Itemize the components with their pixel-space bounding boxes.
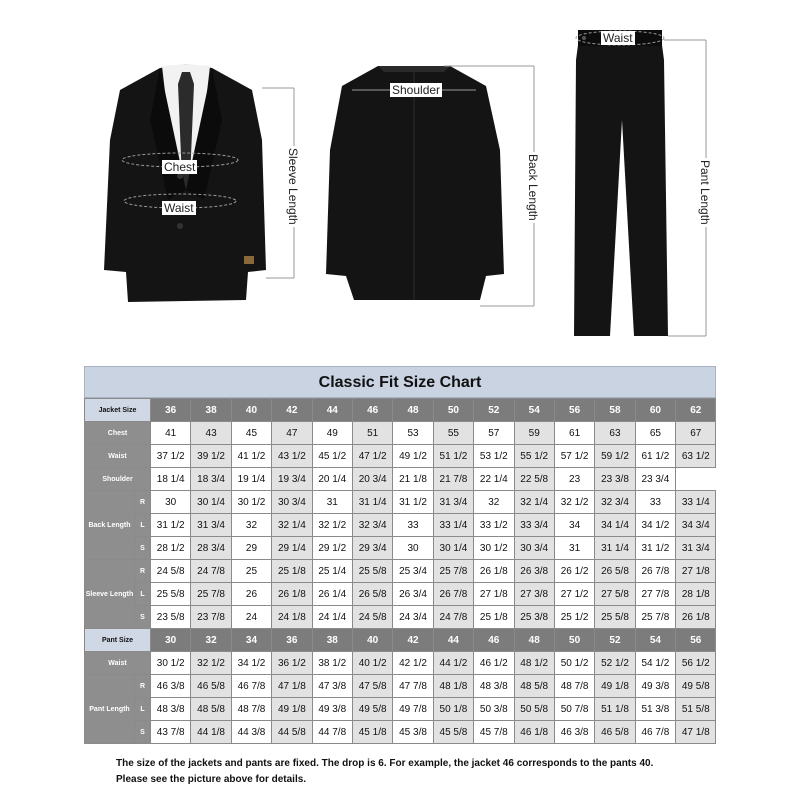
shoulder-measure-label: Shoulder xyxy=(392,83,441,97)
size-value-cell: 31 xyxy=(554,537,594,560)
size-value-cell: 30 1/2 xyxy=(474,537,514,560)
size-value-cell: 24 5/8 xyxy=(151,560,191,583)
size-value-cell: 25 3/8 xyxy=(514,606,554,629)
pants-size-header-row xyxy=(85,629,716,652)
sub-row-label: L xyxy=(135,698,151,721)
size-value-cell: 48 7/8 xyxy=(554,675,594,698)
size-value-cell: 25 5/8 xyxy=(151,583,191,606)
size-header-cell: 56 xyxy=(676,629,716,652)
size-value-cell: 32 1/2 xyxy=(312,514,352,537)
size-value-cell: 34 1/2 xyxy=(231,652,271,675)
table-row xyxy=(85,652,716,675)
size-value-cell: 46 1/2 xyxy=(474,652,514,675)
table-row xyxy=(85,468,716,491)
row-label: Sleeve Length xyxy=(85,560,135,629)
size-value-cell: 54 1/2 xyxy=(635,652,675,675)
size-value-cell: 46 3/8 xyxy=(554,721,594,744)
row-label: Waist xyxy=(85,652,151,675)
size-value-cell: 26 1/8 xyxy=(676,606,716,629)
size-value-cell: 29 xyxy=(231,537,271,560)
size-header-cell: 56 xyxy=(554,399,594,422)
size-value-cell: 33 xyxy=(635,491,675,514)
size-value-cell: 59 xyxy=(514,422,554,445)
size-value-cell: 26 3/8 xyxy=(514,560,554,583)
size-value-cell: 50 5/8 xyxy=(514,698,554,721)
size-value-cell: 20 3/4 xyxy=(352,468,392,491)
size-value-cell: 44 3/8 xyxy=(231,721,271,744)
size-value-cell: 24 7/8 xyxy=(191,560,231,583)
size-value-cell: 37 1/2 xyxy=(151,445,191,468)
size-value-cell: 53 xyxy=(393,422,433,445)
size-value-cell: 31 1/4 xyxy=(352,491,392,514)
size-value-cell: 30 1/4 xyxy=(191,491,231,514)
chart-title: Classic Fit Size Chart xyxy=(84,366,716,398)
size-value-cell: 30 xyxy=(151,491,191,514)
sub-row-label: R xyxy=(135,491,151,514)
chest-measure-label: Chest xyxy=(164,160,196,174)
size-value-cell: 32 1/4 xyxy=(272,514,312,537)
size-value-cell: 47 1/8 xyxy=(272,675,312,698)
size-value-cell: 46 1/8 xyxy=(514,721,554,744)
size-value-cell: 47 7/8 xyxy=(393,675,433,698)
size-value-cell: 32 xyxy=(474,491,514,514)
size-value-cell: 48 5/8 xyxy=(514,675,554,698)
size-value-cell: 48 3/8 xyxy=(151,698,191,721)
size-value-cell: 47 1/8 xyxy=(676,721,716,744)
size-header-cell: 60 xyxy=(635,399,675,422)
size-value-cell: 33 xyxy=(393,514,433,537)
size-value-cell: 67 xyxy=(676,422,716,445)
size-value-cell: 47 3/8 xyxy=(312,675,352,698)
size-value-cell: 59 1/2 xyxy=(595,445,635,468)
size-value-cell: 49 1/2 xyxy=(393,445,433,468)
size-value-cell: 45 1/2 xyxy=(312,445,352,468)
size-value-cell: 32 1/2 xyxy=(554,491,594,514)
size-value-cell: 47 xyxy=(272,422,312,445)
row-label: Chest xyxy=(85,422,151,445)
size-value-cell: 19 1/4 xyxy=(231,468,271,491)
size-value-cell: 48 5/8 xyxy=(191,698,231,721)
size-header-cell: 40 xyxy=(352,629,392,652)
size-value-cell: 49 7/8 xyxy=(393,698,433,721)
table-row xyxy=(85,698,716,721)
size-value-cell: 26 xyxy=(231,583,271,606)
size-value-cell: 50 7/8 xyxy=(554,698,594,721)
size-value-cell: 44 1/8 xyxy=(191,721,231,744)
note-line-2: Please see the picture above for details. xyxy=(116,774,307,785)
size-value-cell: 24 1/4 xyxy=(312,606,352,629)
size-header-cell: 50 xyxy=(433,399,473,422)
size-value-cell: 21 7/8 xyxy=(433,468,473,491)
waist-measure-label: Waist xyxy=(164,201,194,215)
size-value-cell: 23 5/8 xyxy=(151,606,191,629)
size-value-cell: 31 1/2 xyxy=(151,514,191,537)
size-value-cell: 26 5/8 xyxy=(352,583,392,606)
size-value-cell: 44 7/8 xyxy=(312,721,352,744)
size-value-cell: 24 1/8 xyxy=(272,606,312,629)
table-row xyxy=(85,583,716,606)
size-value-cell: 31 1/2 xyxy=(393,491,433,514)
note-line-1: The size of the jackets and pants are fixed. The drop is 6. For example, the jacket 46 corresponds to the pants 40. xyxy=(116,758,654,769)
size-value-cell: 18 1/4 xyxy=(151,468,191,491)
size-value-cell: 42 1/2 xyxy=(393,652,433,675)
sub-row-label: S xyxy=(135,721,151,744)
size-value-cell: 65 xyxy=(635,422,675,445)
sub-row-label: L xyxy=(135,514,151,537)
row-label: Shoulder xyxy=(85,468,151,491)
size-value-cell: 31 xyxy=(312,491,352,514)
size-note xyxy=(116,756,653,788)
jacket-back-drawing xyxy=(326,66,504,300)
size-value-cell: 31 1/2 xyxy=(635,537,675,560)
size-value-cell: 22 1/4 xyxy=(474,468,514,491)
size-value-cell: 23 7/8 xyxy=(191,606,231,629)
size-value-cell: 26 7/8 xyxy=(635,560,675,583)
size-value-cell: 24 xyxy=(231,606,271,629)
sub-row-label: S xyxy=(135,606,151,629)
size-value-cell: 45 7/8 xyxy=(474,721,514,744)
size-value-cell: 63 1/2 xyxy=(676,445,716,468)
table-row xyxy=(85,721,716,744)
size-value-cell: 25 1/8 xyxy=(272,560,312,583)
size-value-cell: 63 xyxy=(595,422,635,445)
size-value-cell: 49 1/8 xyxy=(272,698,312,721)
size-header-cell: 32 xyxy=(191,629,231,652)
size-value-cell: 26 3/4 xyxy=(393,583,433,606)
table-row xyxy=(85,491,716,514)
size-value-cell: 39 1/2 xyxy=(191,445,231,468)
size-header-cell: 38 xyxy=(312,629,352,652)
size-value-cell: 34 3/4 xyxy=(676,514,716,537)
size-header-cell: 34 xyxy=(231,629,271,652)
size-value-cell: 51 1/8 xyxy=(595,698,635,721)
size-value-cell: 49 5/8 xyxy=(352,698,392,721)
size-value-cell: 26 7/8 xyxy=(433,583,473,606)
size-value-cell: 24 3/4 xyxy=(393,606,433,629)
size-value-cell: 25 7/8 xyxy=(433,560,473,583)
size-value-cell: 25 1/2 xyxy=(554,606,594,629)
size-value-cell: 49 xyxy=(312,422,352,445)
size-value-cell: 30 1/2 xyxy=(151,652,191,675)
sub-row-label: R xyxy=(135,560,151,583)
size-value-cell: 45 1/8 xyxy=(352,721,392,744)
size-value-cell: 51 5/8 xyxy=(676,698,716,721)
size-value-cell: 25 1/4 xyxy=(312,560,352,583)
pant-length-label: Pant Length xyxy=(698,160,712,225)
size-header-cell: 36 xyxy=(272,629,312,652)
size-value-cell: 43 xyxy=(191,422,231,445)
size-value-cell: 25 5/8 xyxy=(352,560,392,583)
size-value-cell: 27 1/8 xyxy=(676,560,716,583)
size-table xyxy=(84,398,716,744)
size-value-cell: 32 1/4 xyxy=(514,491,554,514)
size-header-cell: 44 xyxy=(312,399,352,422)
size-value-cell: 30 1/2 xyxy=(231,491,271,514)
size-value-cell: 19 3/4 xyxy=(272,468,312,491)
size-value-cell: 34 xyxy=(554,514,594,537)
size-value-cell: 55 1/2 xyxy=(514,445,554,468)
jacket-size-header-row xyxy=(85,399,716,422)
size-value-cell: 51 xyxy=(352,422,392,445)
size-value-cell: 24 7/8 xyxy=(433,606,473,629)
size-value-cell: 31 3/4 xyxy=(191,514,231,537)
size-value-cell: 25 5/8 xyxy=(595,606,635,629)
size-value-cell: 50 3/8 xyxy=(474,698,514,721)
size-value-cell: 34 1/2 xyxy=(635,514,675,537)
size-value-cell: 25 7/8 xyxy=(635,606,675,629)
size-header-cell: 52 xyxy=(474,399,514,422)
size-value-cell: 55 xyxy=(433,422,473,445)
size-value-cell: 36 1/2 xyxy=(272,652,312,675)
size-value-cell: 25 xyxy=(231,560,271,583)
size-value-cell: 33 1/4 xyxy=(433,514,473,537)
size-header-cell: 54 xyxy=(635,629,675,652)
size-value-cell: 51 1/2 xyxy=(433,445,473,468)
size-value-cell: 38 1/2 xyxy=(312,652,352,675)
size-value-cell: 30 1/4 xyxy=(433,537,473,560)
size-header-cell: 58 xyxy=(595,399,635,422)
size-value-cell: 31 1/4 xyxy=(595,537,635,560)
size-value-cell: 46 5/8 xyxy=(595,721,635,744)
size-value-cell: 40 1/2 xyxy=(352,652,392,675)
size-header-cell: 54 xyxy=(514,399,554,422)
size-value-cell: 30 xyxy=(393,537,433,560)
size-value-cell: 47 5/8 xyxy=(352,675,392,698)
size-value-cell: 30 3/4 xyxy=(514,537,554,560)
size-value-cell: 47 1/2 xyxy=(352,445,392,468)
size-value-cell: 44 1/2 xyxy=(433,652,473,675)
size-value-cell: 23 xyxy=(554,468,594,491)
table-row xyxy=(85,560,716,583)
size-value-cell: 25 7/8 xyxy=(191,583,231,606)
garment-drawings xyxy=(0,0,800,360)
size-value-cell: 41 xyxy=(151,422,191,445)
size-value-cell: 26 1/4 xyxy=(312,583,352,606)
size-value-cell: 31 3/4 xyxy=(433,491,473,514)
size-value-cell: 61 xyxy=(554,422,594,445)
size-value-cell: 29 1/4 xyxy=(272,537,312,560)
size-value-cell: 33 1/2 xyxy=(474,514,514,537)
size-value-cell: 31 3/4 xyxy=(676,537,716,560)
size-value-cell: 52 1/2 xyxy=(595,652,635,675)
size-header-cell: 46 xyxy=(474,629,514,652)
size-value-cell: 23 3/8 xyxy=(595,468,635,491)
size-header-cell: 42 xyxy=(393,629,433,652)
size-table-body xyxy=(85,399,716,744)
table-row xyxy=(85,422,716,445)
pants-drawing xyxy=(574,30,668,336)
size-value-cell: 29 1/2 xyxy=(312,537,352,560)
sub-row-label: R xyxy=(135,675,151,698)
jacket-front-drawing xyxy=(104,64,266,302)
size-value-cell: 22 5/8 xyxy=(514,468,554,491)
row-label: Waist xyxy=(85,445,151,468)
table-row xyxy=(85,514,716,537)
size-value-cell: 29 3/4 xyxy=(352,537,392,560)
size-value-cell: 25 1/8 xyxy=(474,606,514,629)
size-value-cell: 49 1/8 xyxy=(595,675,635,698)
size-value-cell: 28 1/8 xyxy=(676,583,716,606)
size-value-cell: 33 3/4 xyxy=(514,514,554,537)
size-value-cell: 46 7/8 xyxy=(635,721,675,744)
pants-waist-label: Waist xyxy=(603,31,633,45)
size-value-cell: 28 3/4 xyxy=(191,537,231,560)
sleeve-length-label: Sleeve Length xyxy=(286,148,300,225)
size-value-cell: 46 5/8 xyxy=(191,675,231,698)
size-value-cell: 25 3/4 xyxy=(393,560,433,583)
size-value-cell: 23 3/4 xyxy=(635,468,675,491)
size-value-cell: 57 xyxy=(474,422,514,445)
size-value-cell: 49 3/8 xyxy=(635,675,675,698)
size-value-cell: 21 1/8 xyxy=(393,468,433,491)
table-row xyxy=(85,445,716,468)
size-header-cell: 44 xyxy=(433,629,473,652)
row-label: Back Length xyxy=(85,491,135,560)
row-label: Pant Length xyxy=(85,675,135,744)
size-value-cell: 27 1/2 xyxy=(554,583,594,606)
size-header-cell: 36 xyxy=(151,399,191,422)
size-value-cell: 26 5/8 xyxy=(595,560,635,583)
size-value-cell: 27 5/8 xyxy=(595,583,635,606)
table-row xyxy=(85,675,716,698)
size-value-cell: 57 1/2 xyxy=(554,445,594,468)
size-value-cell: 45 3/8 xyxy=(393,721,433,744)
size-value-cell: 48 7/8 xyxy=(231,698,271,721)
size-value-cell: 45 xyxy=(231,422,271,445)
size-header-cell: 48 xyxy=(514,629,554,652)
size-header-cell: 50 xyxy=(554,629,594,652)
size-value-cell: 43 7/8 xyxy=(151,721,191,744)
table-row xyxy=(85,537,716,560)
back-length-label: Back Length xyxy=(526,154,540,221)
size-value-cell: 24 5/8 xyxy=(352,606,392,629)
size-value-cell: 44 5/8 xyxy=(272,721,312,744)
size-value-cell: 46 7/8 xyxy=(231,675,271,698)
size-value-cell: 50 1/2 xyxy=(554,652,594,675)
pants-size-label: Pant Size xyxy=(85,629,151,652)
size-header-cell: 30 xyxy=(151,629,191,652)
size-value-cell: 51 3/8 xyxy=(635,698,675,721)
size-value-cell: 48 1/2 xyxy=(514,652,554,675)
sub-row-label: S xyxy=(135,537,151,560)
size-header-cell: 48 xyxy=(393,399,433,422)
size-value-cell: 20 1/4 xyxy=(312,468,352,491)
size-value-cell: 32 3/4 xyxy=(352,514,392,537)
size-value-cell: 33 1/4 xyxy=(676,491,716,514)
table-row xyxy=(85,606,716,629)
size-value-cell: 61 1/2 xyxy=(635,445,675,468)
size-value-cell: 53 1/2 xyxy=(474,445,514,468)
size-value-cell: 27 7/8 xyxy=(635,583,675,606)
size-value-cell: 26 1/8 xyxy=(272,583,312,606)
size-value-cell: 18 3/4 xyxy=(191,468,231,491)
size-value-cell: 27 3/8 xyxy=(514,583,554,606)
size-header-cell: 62 xyxy=(676,399,716,422)
size-value-cell: 49 5/8 xyxy=(676,675,716,698)
size-value-cell: 48 3/8 xyxy=(474,675,514,698)
size-value-cell: 27 1/8 xyxy=(474,583,514,606)
size-value-cell: 41 1/2 xyxy=(231,445,271,468)
size-value-cell: 46 3/8 xyxy=(151,675,191,698)
size-header-cell: 52 xyxy=(595,629,635,652)
size-value-cell: 32 1/2 xyxy=(191,652,231,675)
size-value-cell: 45 5/8 xyxy=(433,721,473,744)
size-header-cell: 40 xyxy=(231,399,271,422)
size-value-cell: 50 1/8 xyxy=(433,698,473,721)
size-value-cell: 30 3/4 xyxy=(272,491,312,514)
size-value-cell: 26 1/2 xyxy=(554,560,594,583)
size-value-cell: 48 1/8 xyxy=(433,675,473,698)
size-value-cell: 32 xyxy=(231,514,271,537)
size-value-cell: 49 3/8 xyxy=(312,698,352,721)
size-chart xyxy=(84,366,716,744)
size-value-cell: 34 1/4 xyxy=(595,514,635,537)
size-value-cell: 32 3/4 xyxy=(595,491,635,514)
size-header-cell: 42 xyxy=(272,399,312,422)
size-header-cell: 38 xyxy=(191,399,231,422)
size-value-cell: 26 1/8 xyxy=(474,560,514,583)
jacket-size-label: Jacket Size xyxy=(85,399,151,422)
sub-row-label: L xyxy=(135,583,151,606)
size-value-cell: 56 1/2 xyxy=(676,652,716,675)
size-value-cell: 43 1/2 xyxy=(272,445,312,468)
size-value-cell: 28 1/2 xyxy=(151,537,191,560)
garment-illustration xyxy=(0,0,800,360)
size-header-cell: 46 xyxy=(352,399,392,422)
